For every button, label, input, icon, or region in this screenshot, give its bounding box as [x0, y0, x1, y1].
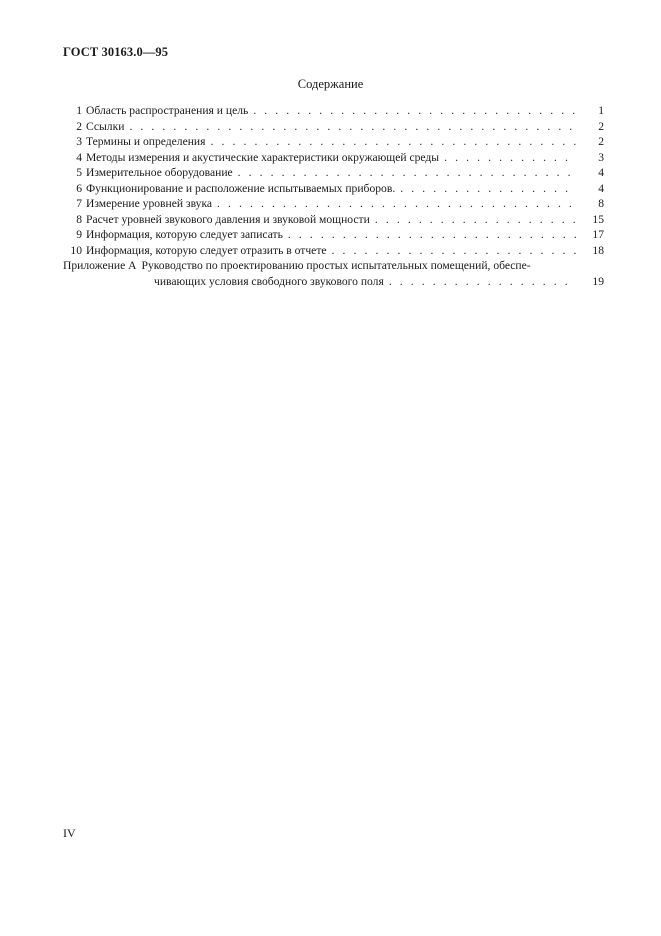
toc-entry-number: 6: [76, 181, 82, 195]
toc-leader-dots: [253, 103, 576, 119]
toc-entry-number: 4: [76, 150, 82, 164]
toc-entry[interactable]: [63, 181, 604, 197]
toc-entry-number: 3: [76, 135, 82, 148]
toc-entry-number: 7: [76, 197, 82, 210]
toc-entry-label: Термины и определения: [86, 135, 206, 148]
toc-entry-number: 1: [76, 104, 82, 117]
toc-appendix-entry[interactable]: [63, 258, 604, 289]
appendix-title-line2: чивающих условия свободного звукового поля: [154, 274, 384, 288]
appendix-second-line: [63, 274, 604, 290]
toc-entry[interactable]: [63, 227, 604, 243]
toc-entry[interactable]: [63, 103, 604, 119]
toc-entry[interactable]: [63, 212, 604, 228]
toc-entry[interactable]: [63, 165, 604, 181]
toc-leader-dots: [129, 119, 576, 135]
toc-leader-dots: [210, 134, 576, 150]
toc-entry-page: 2: [598, 119, 604, 133]
toc-entry[interactable]: [63, 243, 604, 259]
toc-leader-dots: [389, 274, 576, 290]
toc-entry-page: 4: [598, 181, 604, 195]
toc-entry-page: 8: [598, 197, 604, 210]
toc-entry-number: 8: [76, 212, 82, 226]
toc-entry-page: 17: [592, 228, 604, 241]
toc-entry-page: 19: [592, 274, 604, 288]
document-code: ГОСТ 30163.0—95: [63, 45, 169, 59]
appendix-first-line: [63, 258, 604, 274]
toc-entry-label: Измерительное оборудование: [86, 166, 233, 179]
toc-entry-page: 15: [592, 212, 604, 226]
toc-leader-dots: [238, 165, 576, 181]
toc-entry-label: Информация, которую следует отразить в отчете: [86, 243, 327, 257]
toc-entry-number: 5: [76, 166, 82, 179]
toc-leader-dots: [400, 181, 576, 197]
toc-entry-label: Ссылки: [86, 119, 125, 133]
toc-entry[interactable]: [63, 119, 604, 135]
appendix-prefix: Приложение А: [63, 259, 137, 272]
toc-leader-dots: [332, 243, 576, 259]
toc-entry-page: 3: [598, 150, 604, 164]
toc-entry[interactable]: [63, 150, 604, 166]
toc-entry-label: Информация, которую следует записать: [86, 228, 283, 241]
page-number: IV: [63, 826, 76, 840]
toc-entry-page: 4: [598, 166, 604, 179]
toc-leader-dots: [217, 196, 576, 212]
toc-entry-label: Методы измерения и акустические характеристики окружающей среды: [86, 150, 440, 164]
toc-entry[interactable]: [63, 196, 604, 212]
toc-leader-dots: [288, 227, 576, 243]
toc-entry-number: 10: [70, 243, 82, 257]
toc-entry-label: Измерение уровней звука: [86, 197, 213, 210]
toc-entry-page: 18: [592, 243, 604, 257]
toc-entry[interactable]: [63, 134, 604, 150]
toc-entry-label: Функционирование и расположение испытываемых приборов.: [86, 181, 396, 195]
appendix-title-line1: Руководство по проектированию простых испытательных помещений, обеспе-: [141, 259, 531, 272]
toc-title: Содержание: [297, 77, 364, 91]
table-of-contents: [63, 103, 604, 289]
toc-entry-number: 9: [76, 228, 82, 241]
toc-leader-dots: [444, 150, 576, 166]
toc-entry-page: 2: [598, 135, 604, 148]
toc-leader-dots: [375, 212, 576, 228]
toc-entry-label: Расчет уровней звукового давления и звуковой мощности: [86, 212, 370, 226]
toc-entry-number: 2: [76, 119, 82, 133]
toc-entry-page: 1: [598, 104, 604, 117]
toc-entry-label: Область распространения и цель: [86, 104, 249, 117]
